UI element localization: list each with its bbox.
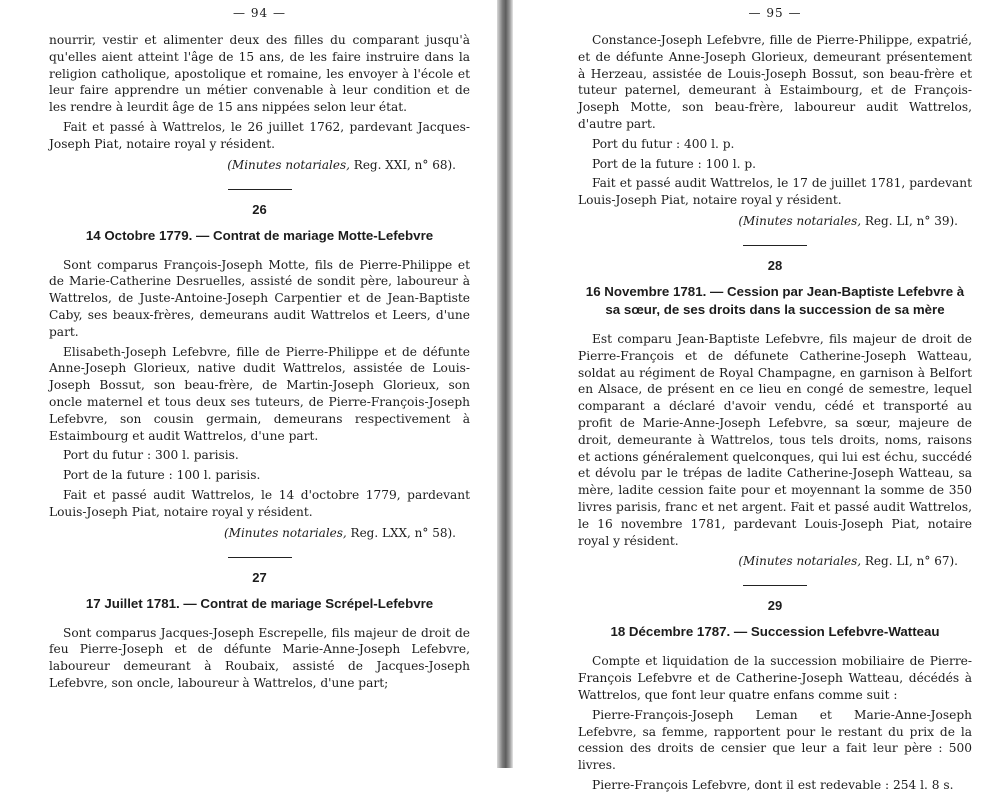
- page-number: — 95 —: [748, 6, 802, 20]
- paragraph: Fait et passé audit Wattrelos, le 14 d'octobre 1779, pardevant Louis-Joseph Piat, notaire royal y résident.: [49, 487, 470, 519]
- citation-source: (Minutes notariales,: [227, 157, 350, 172]
- citation: [49, 157, 470, 173]
- citation-ref: Reg. LI, n° 67).: [861, 554, 958, 569]
- entry-title: 18 Décembre 1787. — Succession Lefebvre-Watteau: [610, 624, 940, 640]
- citation-source: (Minutes notariales,: [224, 525, 347, 540]
- right-page: [500, 0, 998, 792]
- citation: [578, 553, 972, 569]
- section-divider: [743, 245, 807, 246]
- entry-title: 16 Novembre 1781. — Cession par Jean-Baptiste Lefebvre à sa sœur, de ses droits dans la succession de sa mère: [585, 283, 965, 317]
- citation: [49, 525, 470, 541]
- entry-number: 27: [252, 569, 267, 585]
- paragraph: Est comparu Jean-Baptiste Lefebvre, fils majeur de droit de Pierre-François et de défunete Catherine-Joseph Watteau, soldat au régiment de Royal Champagne, en garnison à Belfort en Alsace, de présent en ce lieu en congé de semestre, lequel comparant a déclaré d'avoir vendu, cédé et transporté au profit de Marie-Anne-Joseph Lefebvre, sa sœur, majeure de droit, demeurante à Wattrelos, tous tels droits, noms, raisons et actions généralement quelconques, qui lui est échu, succédé et dévolu par le trépas de ladite Catherine-Joseph Watteau, sa mère, ladite cession faite pour et moyennant la somme de 350 livres parisis, franc et net argent. Fait et passé audit Wattrelos, le 16 novembre 1781, pardevant Louis-Joseph Piat, notaire royal y résident.: [578, 331, 972, 548]
- citation-source: (Minutes notariales,: [738, 213, 862, 228]
- citation-source: (Minutes notariales,: [738, 554, 862, 569]
- paragraph: Pierre-François Lefebvre, dont il est redevable : 254 l. 8 s.: [592, 777, 954, 792]
- paragraph: Elisabeth-Joseph Lefebvre, fille de Pierre-Philippe et de défunte Anne-Joseph Glorieux, native dudit Wattrelos, assistée de Louis-Joseph Bossut, son beau-frère, de Martin-Joseph Glorieux, son oncle maternel et tous deux ses tuteurs, de Pierre-François-Joseph Lefebvre, son cousin germain, demeurans respectivement à Estaimbourg et audit Wattrelos, d'une part.: [49, 344, 470, 443]
- paragraph: Fait et passé à Wattrelos, le 26 juillet 1762, pardevant Jacques-Joseph Piat, notaire royal y résident.: [49, 119, 470, 151]
- paragraph: Compte et liquidation de la succession mobiliaire de Pierre-François Lefebvre et de Catherine-Joseph Watteau, décédés à Wattrelos, que font leur quatre enfans comme suit :: [578, 654, 972, 702]
- section-divider: [228, 189, 292, 190]
- paragraph: Pierre-François-Joseph Leman et Marie-Anne-Joseph Lefebvre, sa femme, rapportent pour le restant du prix de la cession des droits de censier que leur a fait leur père : 500 livres.: [578, 707, 972, 773]
- entry-number: 29: [767, 598, 783, 614]
- paragraph: Constance-Joseph Lefebvre, fille de Pierre-Philippe, expatrié, et de défunte Anne-Joseph Glorieux, demeurant présentement à Herzeau, assistée de Louis-Joseph Bossut, son beau-frère et tuteur paternel, demeurant à Estaimbourg, et de François-Joseph Motte, son beau-frère, laboureur audit Wattrelos, d'autre part.: [578, 33, 972, 131]
- section-divider: [743, 585, 807, 586]
- left-page: [0, 0, 500, 768]
- section-divider: [228, 557, 292, 558]
- page-number: — 94 —: [233, 6, 286, 20]
- citation-ref: Reg. LXX, n° 58).: [346, 525, 456, 540]
- paragraph: Sont comparus François-Joseph Motte, fils de Pierre-Philippe et de Marie-Catherine Desruelles, assisté de sondit père, laboureur à Wattrelos, de Juste-Antoine-Joseph Carpentier et de Jean-Baptiste Caby, ses beaux-frères, demeurans audit Wattrelos et Leers, d'une part.: [49, 257, 470, 339]
- paragraph: Fait et passé audit Wattrelos, le 17 de juillet 1781, pardevant Louis-Joseph Piat, notaire royal y résident.: [578, 176, 972, 208]
- entry-number: 26: [252, 201, 267, 217]
- citation: [578, 213, 972, 229]
- citation-ref: Reg. XXI, n° 68).: [349, 157, 456, 172]
- entry-number: 28: [767, 257, 783, 273]
- paragraph: nourrir, vestir et alimenter deux des filles du comparant jusqu'à qu'elles aient atteint l'âge de 15 ans, de les faire instruire dans la religion catholique, apostolique et romaine, les envoyer à l'école et leur faire apprendre un métier convenable à leur condition et de les rendre à leurdit âge de 15 ans nippées selon leur état.: [49, 33, 470, 115]
- paragraph: Port du futur : 300 l. parisis.: [63, 448, 239, 463]
- entry-title: 14 Octobre 1779. — Contrat de mariage Motte-Lefebvre: [85, 227, 434, 243]
- paragraph: Port de la future : 100 l. parisis.: [63, 468, 261, 483]
- paragraph: Port de la future : 100 l. p.: [592, 156, 757, 171]
- entry-title: 17 Juillet 1781. — Contrat de mariage Scrépel-Lefebvre: [85, 595, 434, 611]
- paragraph: Sont comparus Jacques-Joseph Escrepelle, fils majeur de droit de feu Pierre-Joseph et de défunte Marie-Anne-Joseph Lefebvre, laboureur demeurant à Roubaix, assisté de Jacques-Joseph Lefebvre, son oncle, laboureur à Wattrelos, d'une part;: [49, 625, 470, 690]
- paragraph: Port du futur : 400 l. p.: [592, 136, 735, 151]
- citation-ref: Reg. LI, n° 39).: [861, 213, 958, 228]
